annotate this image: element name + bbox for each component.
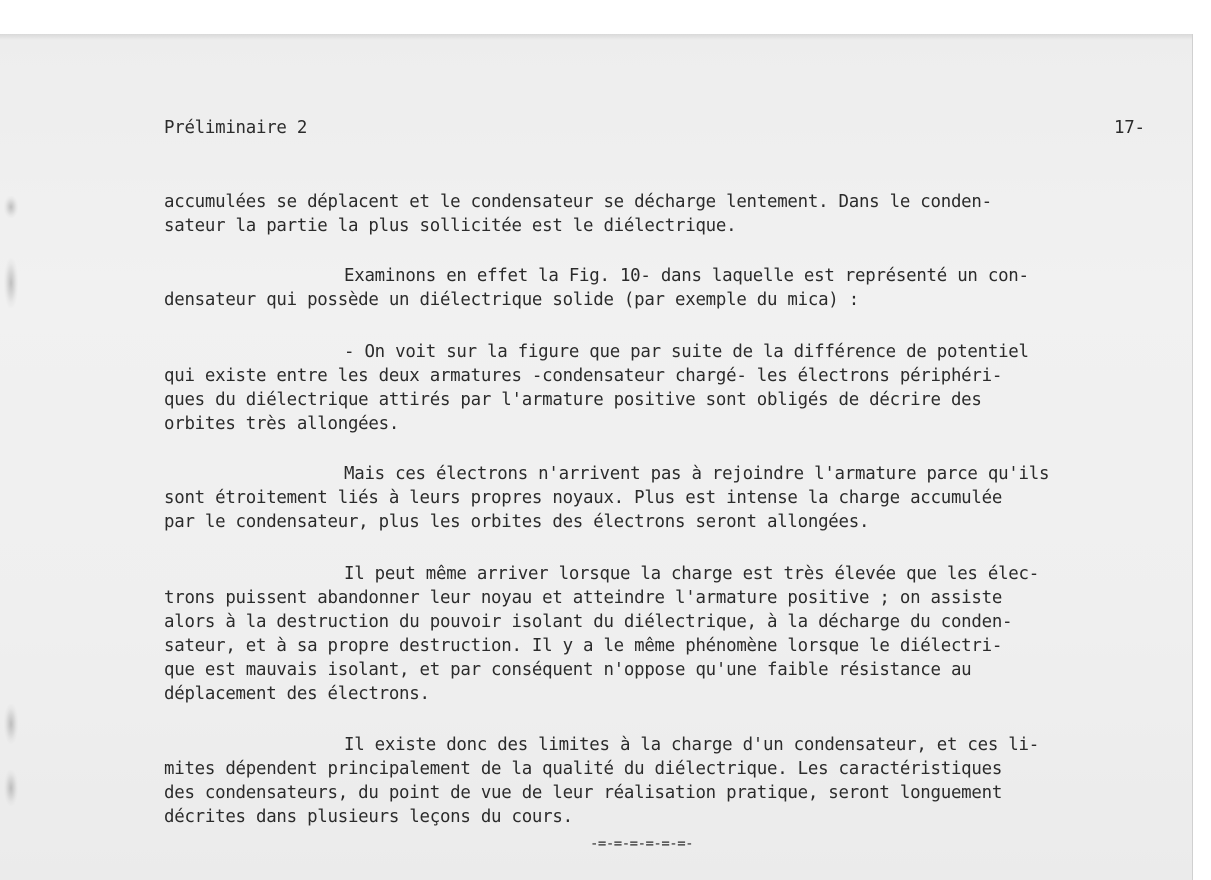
- text-line: alors à la destruction du pouvoir isolant du diélectrique, à la décharge du conden-: [164, 612, 1013, 632]
- text-line: décrites dans plusieurs leçons du cours.: [164, 807, 573, 827]
- text-line: ques du diélectrique attirés par l'armature positive sont obligés de décrire des: [164, 390, 982, 410]
- text-line: par le condensateur, plus les orbites des électrons seront allongées.: [164, 512, 870, 532]
- text-line: que est mauvais isolant, et par conséquent n'oppose qu'une faible résistance au: [164, 660, 972, 680]
- text-line: qui existe entre les deux armatures -condensateur chargé- les électrons périphéri-: [164, 366, 1003, 386]
- text-line: des condensateurs, du point de vue de leur réalisation pratique, seront longuement: [164, 783, 1003, 803]
- text-line: déplacement des électrons.: [164, 684, 430, 704]
- text-line: trons puissent abandonner leur noyau et atteindre l'armature positive ; on assiste: [164, 588, 1003, 608]
- text-line: Il existe donc des limites à la charge d'un condensateur, et ces li-: [344, 735, 1039, 755]
- text-line: - On voit sur la figure que par suite de la différence de potentiel: [344, 342, 1029, 362]
- text-line: sateur la partie la plus sollicitée est le diélectrique.: [164, 216, 737, 236]
- text-line: sateur, et à sa propre destruction. Il y a le même phénomène lorsque le diélectri-: [164, 636, 1003, 656]
- end-of-section-mark: -=-=-=-=-=-=-: [590, 836, 694, 852]
- text-line: Mais ces électrons n'arrivent pas à rejoindre l'armature parce qu'ils: [344, 464, 1050, 484]
- text-line: mites dépendent principalement de la qualité du diélectrique. Les caractéristiques: [164, 759, 1003, 779]
- text-line: Examinons en effet la Fig. 10- dans laquelle est représenté un con-: [344, 266, 1029, 286]
- punch-hole-mark: [4, 258, 18, 308]
- punch-hole-mark: [4, 704, 18, 744]
- punch-hole-mark: [4, 770, 18, 806]
- text-line: densateur qui possède un diélectrique solide (par exemple du mica) :: [164, 290, 859, 310]
- text-line: Il peut même arriver lorsque la charge est très élevée que les élec-: [344, 564, 1039, 584]
- punch-hole-mark: [4, 196, 18, 218]
- text-line: accumulées se déplacent et le condensateur se décharge lentement. Dans le conden-: [164, 192, 992, 212]
- text-line: sont étroitement liés à leurs propres noyaux. Plus est intense la charge accumulée: [164, 488, 1003, 508]
- text-line: orbites très allongées.: [164, 414, 400, 434]
- paper-top-edge: [0, 34, 1192, 40]
- page-number: 17-: [1114, 118, 1145, 138]
- section-title: Préliminaire 2: [164, 118, 308, 138]
